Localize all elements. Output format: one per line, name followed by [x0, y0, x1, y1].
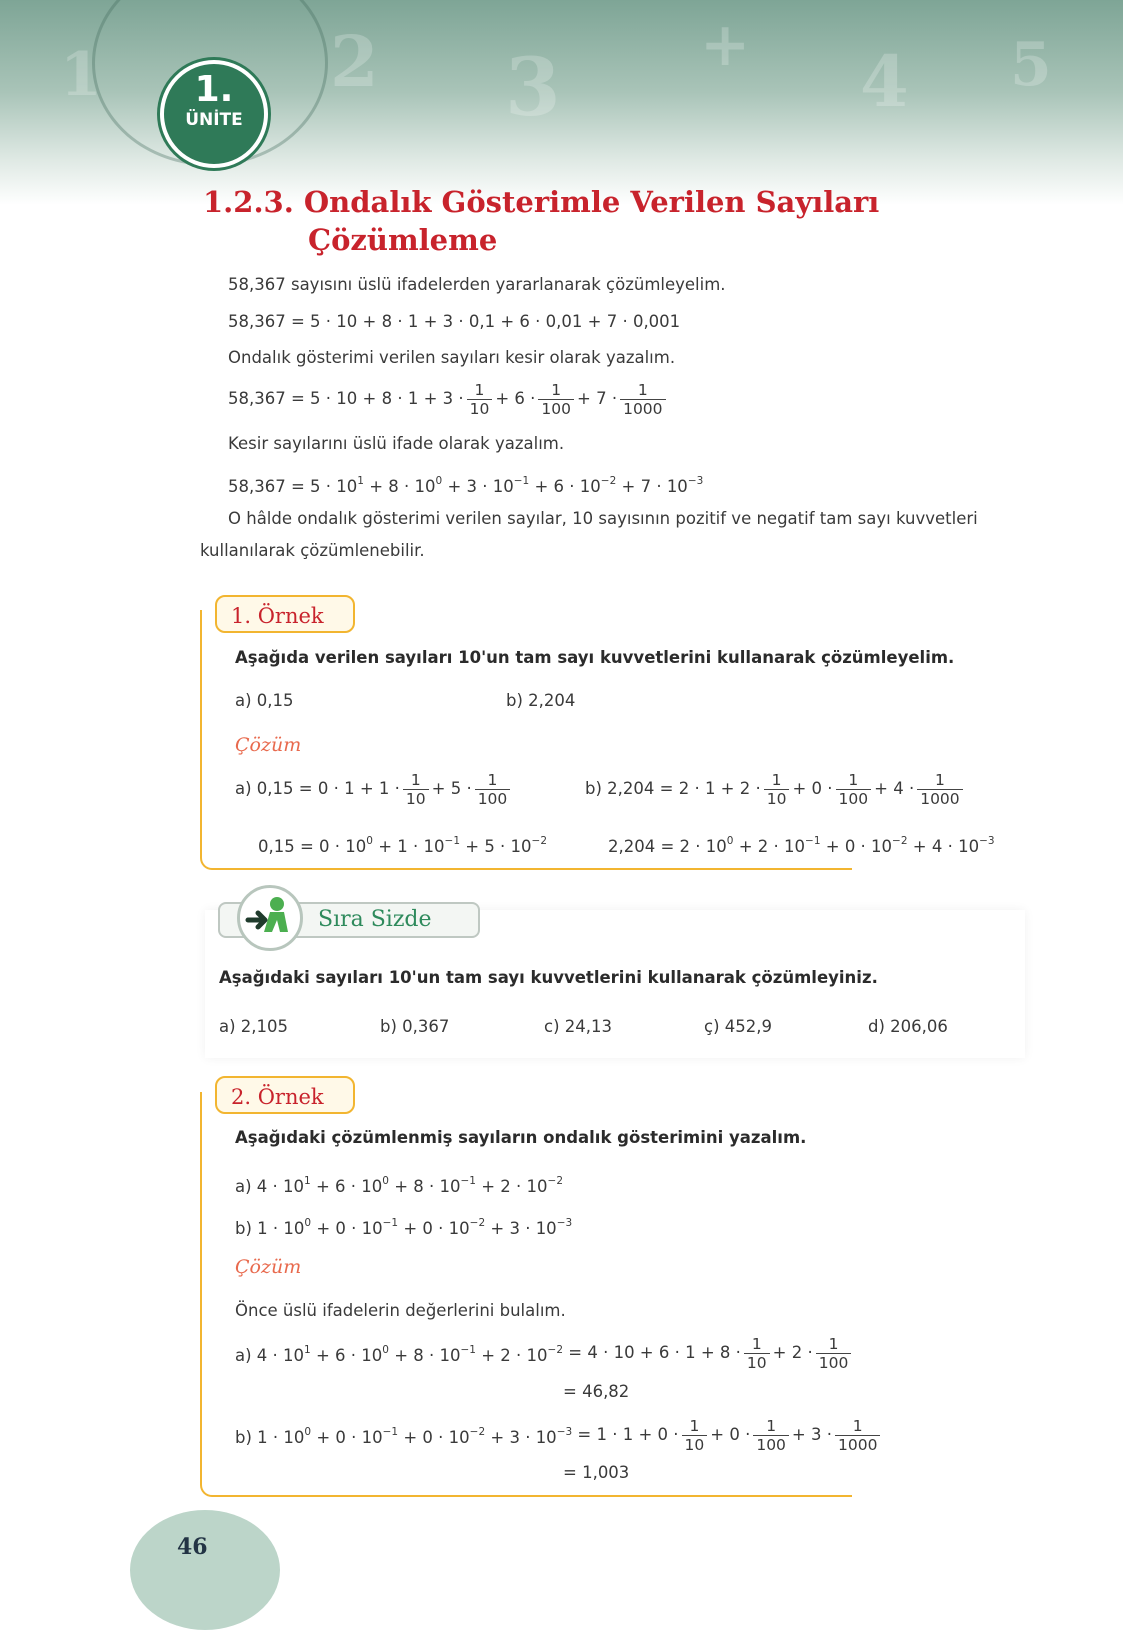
intro-paragraph-2: Ondalık gösterimi verilen sayıları kesir olarak yazalım. [228, 348, 676, 367]
fraction: $\frac{1}{10}$ [682, 1417, 708, 1454]
example-1-solution-b: b) 2,204 = 2 · 1 + 2 · $\frac{1}{10}$ + 0 · $\frac{1}{100}$ + 4 · $\frac{1}{1000}$ [585, 762, 966, 816]
sira-sizde-question: Aşağıdaki sayıları 10'un tam sayı kuvvetlerini kullanarak çözümleyiniz. [219, 968, 878, 987]
section-title [203, 183, 879, 259]
fraction: $\frac{1}{10}$ [764, 771, 790, 808]
decor-digit: 4 [860, 40, 909, 123]
intro-equation-1: 58,367 = 5 · 10 + 8 · 1 + 3 · 0,1 + 6 · 0,01 + 7 · 0,001 [228, 312, 681, 331]
fraction: $\frac{1}{100}$ [816, 1335, 852, 1372]
example-1-item-b: b) 2,204 [506, 691, 576, 710]
example-1-question: Aşağıda verilen sayıları 10'un tam sayı kuvvetlerini kullanarak çözümleyelim. [235, 648, 955, 667]
example-1-power-b: $2,204 = 2 \cdot 10^0 + 2 \cdot 10^{-1} + 0 \cdot 10^{-2} + 4 \cdot 10^{-3}$ [608, 835, 995, 856]
example-2-solution-intro: Önce üslü ifadelerin değerlerini bulalım. [235, 1301, 566, 1320]
section-title-line2: Çözümleme [308, 223, 498, 257]
unit-badge [160, 60, 268, 168]
intro-equation-2: 58,367 = 5 · 10 + 8 · 1 + 3 · $\frac{1}{10}$ + 6 · $\frac{1}{100}$ + 7 · $\frac{1}{1000}$ [228, 372, 669, 426]
decor-digit: + [700, 10, 751, 80]
intro-paragraph-3: Kesir sayılarını üslü ifade olarak yazalım. [228, 434, 565, 453]
fraction: $\frac{1}{100}$ [753, 1417, 789, 1454]
example-2-item-a: a) $4 \cdot 10^1 + 6 \cdot 10^0 + 8 \cdot 10^{-1} + 2 \cdot 10^{-2}$ [235, 1175, 564, 1196]
example-1-item-a: a) 0,15 [235, 691, 294, 710]
example-1-power-a: $0,15 = 0 \cdot 10^0 + 1 \cdot 10^{-1} + 5 \cdot 10^{-2}$ [258, 835, 548, 856]
intro-paragraph-4-line2: kullanılarak çözümlenebilir. [200, 541, 425, 560]
fraction: $\frac{1}{1000}$ [917, 771, 962, 808]
sira-sizde-title: Sıra Sizde [318, 907, 432, 932]
sira-sizde-item-cc: ç) 452,9 [704, 1017, 772, 1036]
page-number: 46 [177, 1534, 208, 1560]
person-arrow-icon [237, 885, 303, 951]
fraction: $\frac{1}{100}$ [538, 381, 574, 418]
fraction: $\frac{1}{10}$ [744, 1335, 770, 1372]
fraction: $\frac{1}{1000}$ [835, 1417, 880, 1454]
fraction: $\frac{1}{10}$ [467, 381, 493, 418]
example-2-solution-b: b) $1 \cdot 10^0 + 0 \cdot 10^{-1} + 0 \cdot 10^{-2} + 3 \cdot 10^{-3}$ = 1 · 1 + 0 · $\frac{1}{10}$ + 0 · $\frac{1}{100}$ + 3 · $\frac{1}{1000}$ [235, 1408, 883, 1462]
intro-equation-3: $58,367 = 5 \cdot 10^1 + 8 \cdot 10^0 + 3 \cdot 10^{-1} + 6 \cdot 10^{-2} + 7 \cdot 10^{-3}$ [228, 475, 704, 496]
decor-digit: 2 [330, 20, 379, 103]
person-arrow-icon-svg [240, 888, 300, 948]
sira-sizde-item-c: c) 24,13 [544, 1017, 612, 1036]
unit-number: 1. [194, 69, 234, 110]
example-2-result-b: = 1,003 [563, 1463, 630, 1482]
sira-sizde-item-b: b) 0,367 [380, 1017, 450, 1036]
fraction: $\frac{1}{1000}$ [620, 381, 665, 418]
decor-digit: 1 [60, 40, 102, 110]
fraction: $\frac{1}{100}$ [836, 771, 872, 808]
example-2-solution-label: Çözüm [235, 1256, 302, 1278]
example-2-tag: 2. Örnek [215, 1076, 355, 1114]
fraction: $\frac{1}{10}$ [403, 771, 429, 808]
sira-sizde-item-a: a) 2,105 [219, 1017, 289, 1036]
unit-label: ÜNİTE [185, 110, 243, 130]
section-title-line1: 1.2.3. Ondalık Gösterimle Verilen Sayıları [203, 185, 880, 219]
page-number-badge [130, 1510, 280, 1630]
example-2-item-b: b) $1 \cdot 10^0 + 0 \cdot 10^{-1} + 0 \cdot 10^{-2} + 3 \cdot 10^{-3}$ [235, 1217, 573, 1238]
example-1-solution-label: Çözüm [235, 734, 302, 756]
example-2-solution-a: a) $4 \cdot 10^1 + 6 \cdot 10^0 + 8 \cdot 10^{-1} + 2 \cdot 10^{-2}$ = 4 · 10 + 6 · 1 + 8 · $\frac{1}{10}$ + 2 · $\frac{1}{100}$ [235, 1326, 854, 1380]
intro-paragraph-4-line1: O hâlde ondalık gösterimi verilen sayılar, 10 sayısının pozitif ve negatif tam sayı kuvvetleri [228, 509, 978, 528]
decor-digit: 3 [505, 40, 561, 134]
sira-sizde-item-d: d) 206,06 [868, 1017, 948, 1036]
example-2-question: Aşağıdaki çözümlenmiş sayıların ondalık gösterimini yazalım. [235, 1128, 807, 1147]
decor-digit: 5 [1010, 30, 1052, 100]
example-2-result-a: = 46,82 [563, 1382, 630, 1401]
example-1-solution-a: a) 0,15 = 0 · 1 + 1 · $\frac{1}{10}$ + 5 · $\frac{1}{100}$ [235, 762, 513, 816]
intro-paragraph-1: 58,367 sayısını üslü ifadelerden yararlanarak çözümleyelim. [228, 275, 726, 294]
example-1-tag: 1. Örnek [215, 595, 355, 633]
fraction: $\frac{1}{100}$ [475, 771, 511, 808]
